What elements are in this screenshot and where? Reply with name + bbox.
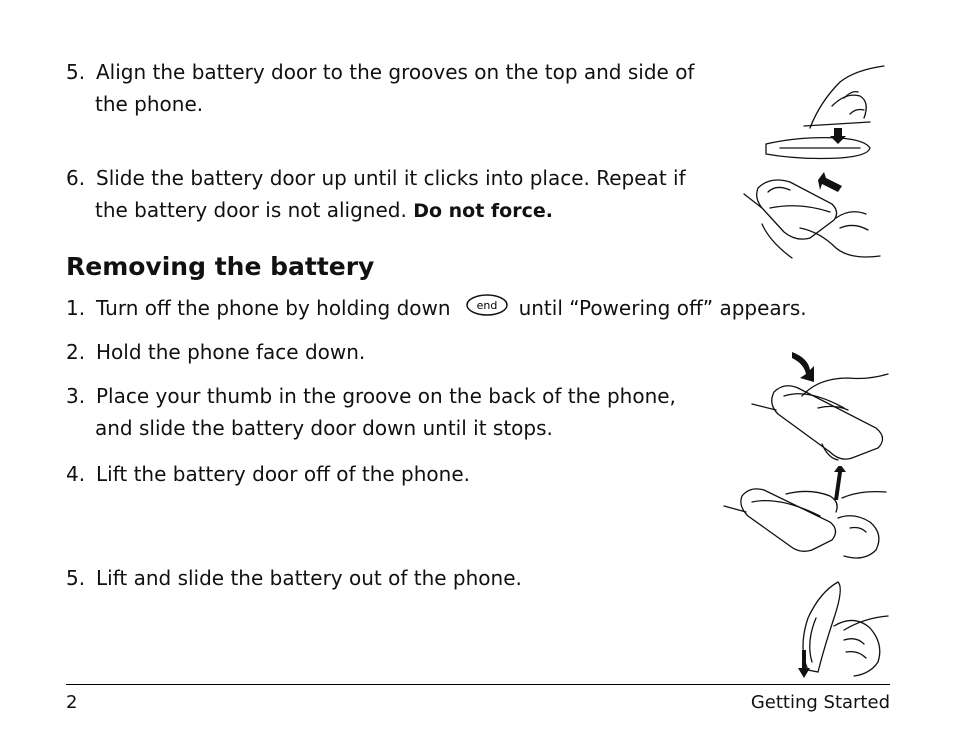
step-number: 3. <box>66 384 86 408</box>
align-door-illustration <box>760 62 890 162</box>
step-text-continued: the phone. <box>95 92 204 116</box>
step-number: 5. <box>66 60 86 84</box>
step-lift-door <box>66 458 470 490</box>
step-text: Place your thumb in the groove on the back of the phone, <box>96 384 676 408</box>
step-text: Lift and slide the battery out of the phone. <box>96 566 522 590</box>
step-number: 5. <box>66 566 86 590</box>
footer-divider <box>66 684 890 685</box>
step-number: 4. <box>66 462 86 486</box>
step-text-continued: and slide the battery door down until it stops. <box>95 416 553 440</box>
end-key-icon <box>465 293 509 326</box>
step-slide-door <box>66 162 686 227</box>
step-text: Hold the phone face down. <box>96 340 366 364</box>
step-lift-battery <box>66 562 522 594</box>
step-number: 6. <box>66 166 86 190</box>
step-turn-off <box>66 292 807 326</box>
page-number: 2 <box>66 692 78 713</box>
slide-door-illustration <box>740 168 890 264</box>
step-thumb-groove <box>66 380 676 444</box>
section-title: Getting Started <box>750 692 890 713</box>
step-text: Align the battery door to the grooves on the top and side of <box>96 60 695 84</box>
warning-text: Do not force. <box>413 200 553 222</box>
step-text: Lift the battery door off of the phone. <box>96 462 471 486</box>
slide-door-down-illustration <box>748 348 890 468</box>
step-text-continued: the battery door is not aligned. <box>95 198 407 222</box>
step-number: 1. <box>66 296 86 320</box>
step-text: Turn off the phone by holding down <box>96 296 451 320</box>
step-face-down <box>66 336 365 368</box>
lift-battery-illustration <box>784 578 890 682</box>
section-heading: Removing the battery <box>66 252 375 281</box>
step-align-door <box>66 56 694 120</box>
step-number: 2. <box>66 340 86 364</box>
step-text: Slide the battery door up until it clicks into place. Repeat if <box>96 166 686 190</box>
step-text-after: until “Powering off” appears. <box>518 296 807 320</box>
lift-door-illustration <box>720 466 890 576</box>
svg-text:end: end <box>476 299 497 312</box>
